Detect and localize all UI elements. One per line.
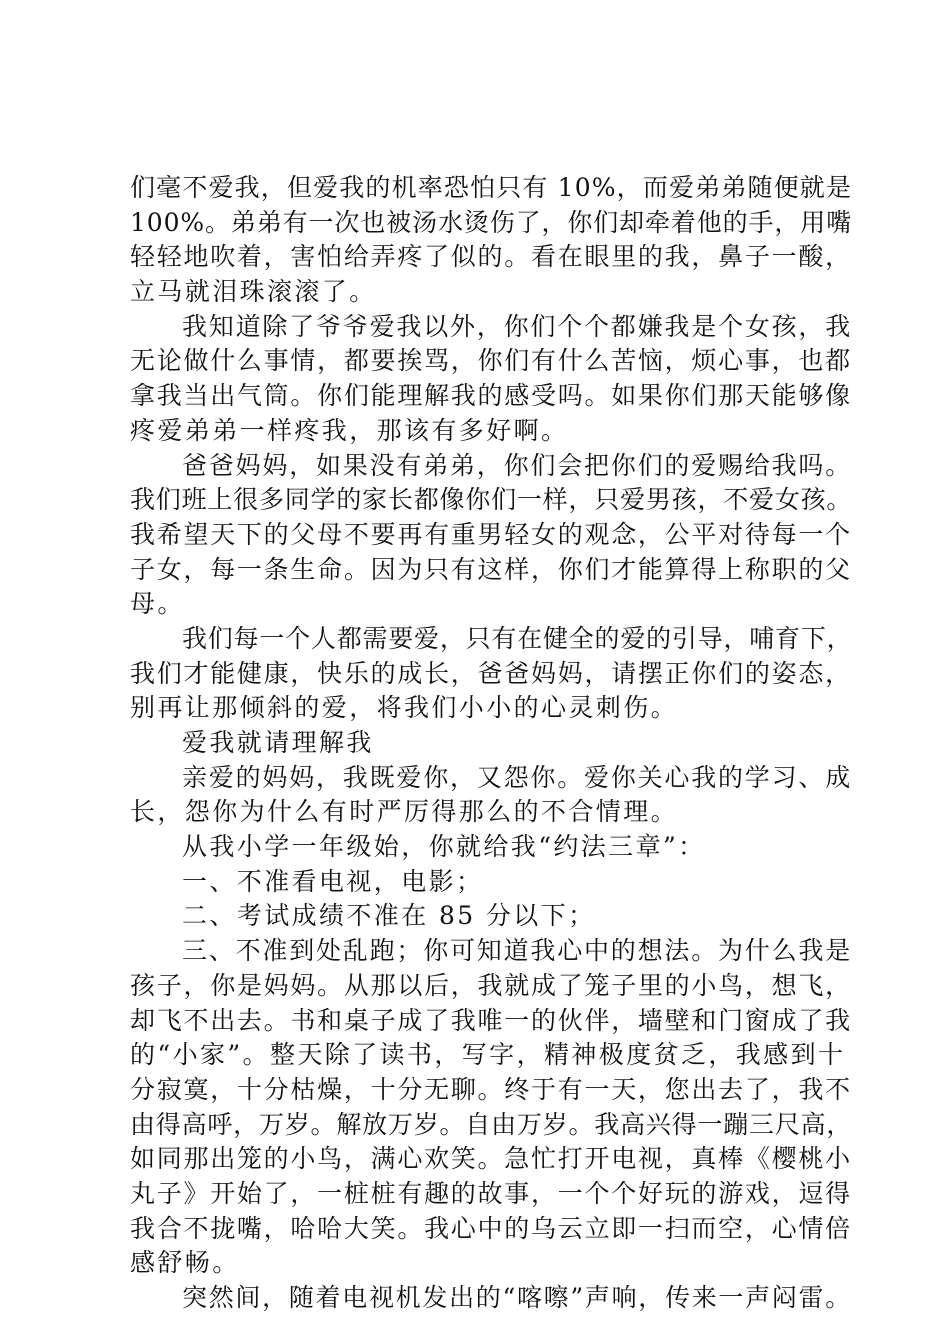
paragraph-first-line: 从我小学一年级始，你就给我“约法三章”： — [182, 832, 706, 862]
text-line: 感舒畅。 — [130, 1248, 240, 1278]
text-line: 我们才能健康，快乐的成长，爸爸妈妈，请摆正你们的姿态， — [130, 658, 852, 688]
text-line: 长，怨你为什么有时严厉得那么的不合情理。 — [130, 797, 679, 827]
text-line: 疼爱弟弟一样疼我，那该有多好啊。 — [130, 415, 569, 445]
text-line: 由得高呼，万岁。解放万岁。自由万岁。我高兴得一蹦三尺高， — [130, 1109, 853, 1139]
text-line: 我希望天下的父母不要再有重男轻女的观念，公平对待每一个 — [130, 519, 852, 549]
paragraph-first-line: 我知道除了爷爷爱我以外，你们个个都嫌我是个女孩，我 — [182, 311, 853, 341]
text-line: 们毫不爱我，但爱我的机率恐怕只有 10%，而爱弟弟随便就是 — [130, 173, 853, 202]
text-line: 100%。弟弟有一次也被汤水烫伤了，你们却牵着他的手，用嘴 — [130, 207, 853, 237]
text-line: 丸子》开始了，一桩桩有趣的故事，一个个好玩的游戏，逗得 — [130, 1178, 852, 1208]
text-line: 却飞不出去。书和桌子成了我唯一的伙伴，墙壁和门窗成了我 — [130, 1005, 852, 1035]
paragraph-first-line: 二、考试成绩不准在 85 分以下； — [182, 901, 596, 931]
paragraph-first-line: 三、不准到处乱跑；你可知道我心中的想法。为什么我是 — [182, 936, 853, 966]
paragraph-first-line: 爱我就请理解我 — [182, 728, 374, 757]
text-line: 轻轻地吹着，害怕给弄疼了似的。看在眼里的我，鼻子一酸， — [130, 242, 852, 272]
text-line: 的“小家”。整天除了读书，写字，精神极度贫乏，我感到十 — [130, 1040, 846, 1070]
text-line: 我们班上很多同学的家长都像你们一样，只爱男孩，不爱女孩。 — [130, 485, 853, 515]
text-line: 立马就泪珠滚滚了。 — [130, 277, 377, 307]
text-line: 我合不拢嘴，哈哈大笑。我心中的乌云立即一扫而空，心情倍 — [130, 1213, 852, 1243]
text-line: 分寂寞，十分枯燥，十分无聊。终于有一天，您出去了，我不 — [130, 1074, 852, 1104]
text-line: 母。 — [130, 589, 185, 619]
text-line: 别再让那倾斜的爱，将我们小小的心灵刺伤。 — [130, 693, 679, 723]
text-line: 孩子，你是妈妈。从那以后，我就成了笼子里的小鸟，想飞， — [130, 970, 852, 1000]
text-line: 拿我当出气筒。你们能理解我的感受吗。如果你们那天能够像 — [130, 381, 852, 411]
text-line: 子女，每一条生命。因为只有这样，你们才能算得上称职的父 — [130, 554, 852, 584]
paragraph-first-line: 一、不准看电视，电影； — [182, 866, 484, 896]
text-line: 无论做什么事情，都要挨骂，你们有什么苦恼，烦心事，也都 — [130, 346, 852, 376]
text-line: 如同那出笼的小鸟，满心欢笑。急忙打开电视，真棒《樱桃小 — [130, 1144, 852, 1174]
body-text — [130, 171, 853, 1316]
paragraph-first-line: 爸爸妈妈，如果没有弟弟，你们会把你们的爱赐给我吗。 — [182, 450, 853, 480]
paragraph-first-line: 我们每一个人都需要爱，只有在健全的爱的引导，哺育下， — [182, 623, 853, 653]
paragraph-first-line: 亲爱的妈妈，我既爱你，又怨你。爱你关心我的学习、成 — [182, 762, 853, 792]
paragraph-first-line: 突然间，随着电视机发出的“喀嚓”声响，传来一声闷雷。 — [182, 1283, 852, 1312]
